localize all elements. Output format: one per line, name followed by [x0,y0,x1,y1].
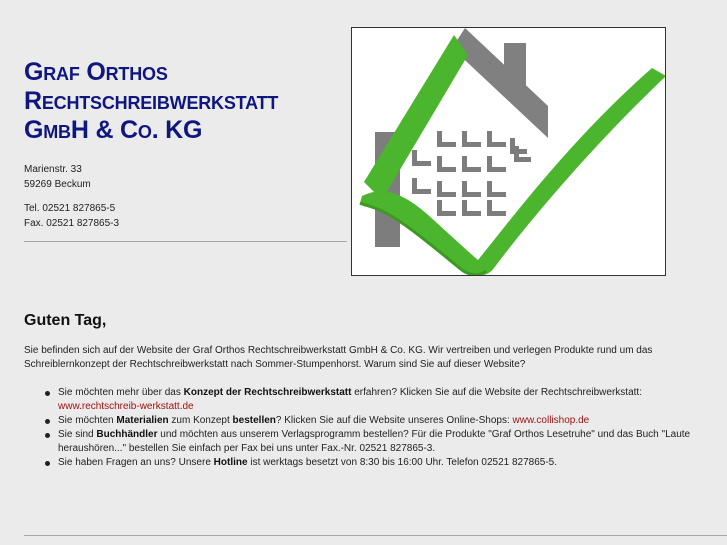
address-fax: Fax. 02521 827865-3 [24,218,120,229]
list-item-text: ist werktags besetzt von 8:30 bis 16:00 Uhr. Telefon 02521 827865-5. [247,457,558,468]
list-item-text: Sie möchten mehr über das [58,387,184,398]
window-grid [412,131,531,216]
list-item-bold: bestellen [232,415,276,426]
list-item-bold: Buchhändler [96,429,158,440]
list-item-bold: Hotline [213,457,248,468]
house-checkmark-logo [351,27,666,276]
contact-address [24,162,119,231]
roof-right-shape [452,28,548,138]
list-item [24,428,704,456]
list-item-text: zum Konzept [168,415,233,426]
house-checkmark-icon [352,28,666,276]
intro-paragraph: Sie befinden sich auf der Website der Graf Orthos Rechtschreibwerkstatt GmbH & Co. KG. Wir vertreiben und verlegen Produkte rund um das Schreiblernkonzept der Rechtschreibwerkstatt nach Sommer-Stumpenhorst. Warum sind Sie auf dieser Website? [24,345,653,370]
header-divider [24,241,347,242]
list-item-bold: Materialien [116,415,169,426]
address-city: 59269 Beckum [24,179,91,190]
collishop-link[interactable]: www.collishop.de [512,415,590,426]
list-item-bold: Konzept der Rechtschreibwerkstatt [183,387,352,398]
company-title-line-3: GmbH & Co. KG [24,116,203,144]
company-title-line-1: Graf Orthos [24,58,168,86]
list-item-text: ? Klicken Sie auf die Website unseres Online-Shops: [275,415,513,426]
list-item-text: erfahren? Klicken Sie auf die Website der Rechtschreibwerkstatt: [351,387,642,398]
footer-divider [24,535,727,536]
list-item [24,414,704,428]
roof-left-shape [364,35,468,200]
list-item [24,456,704,470]
address-phone: Tel. 02521 827865-5 [24,203,116,214]
list-item [24,386,704,414]
reason-list [24,386,704,470]
company-title [24,58,354,145]
list-item-text: Sie sind [58,429,97,440]
list-item-text: Sie möchten [58,415,117,426]
rechtschreibwerkstatt-link[interactable]: www.rechtschreib-werkstatt.de [58,401,194,412]
address-street: Marienstr. 33 [24,164,82,175]
chimney-shape [504,43,526,89]
company-title-line-2: Rechtschreibwerkstatt [24,87,279,115]
greeting-heading: Guten Tag, [24,312,107,329]
list-item-text: Sie haben Fragen an uns? Unsere [58,457,214,468]
list-item-text: und möchten aus unserem Verlagsprogramm bestellen? Für die Produkte "Graf Orthos Lesetruhe" und das Buch "Laute heraushören..." bestellen Sie einfach per Fax bei uns unter Fax.-Nr. 02521 827865-3. [58,429,691,454]
